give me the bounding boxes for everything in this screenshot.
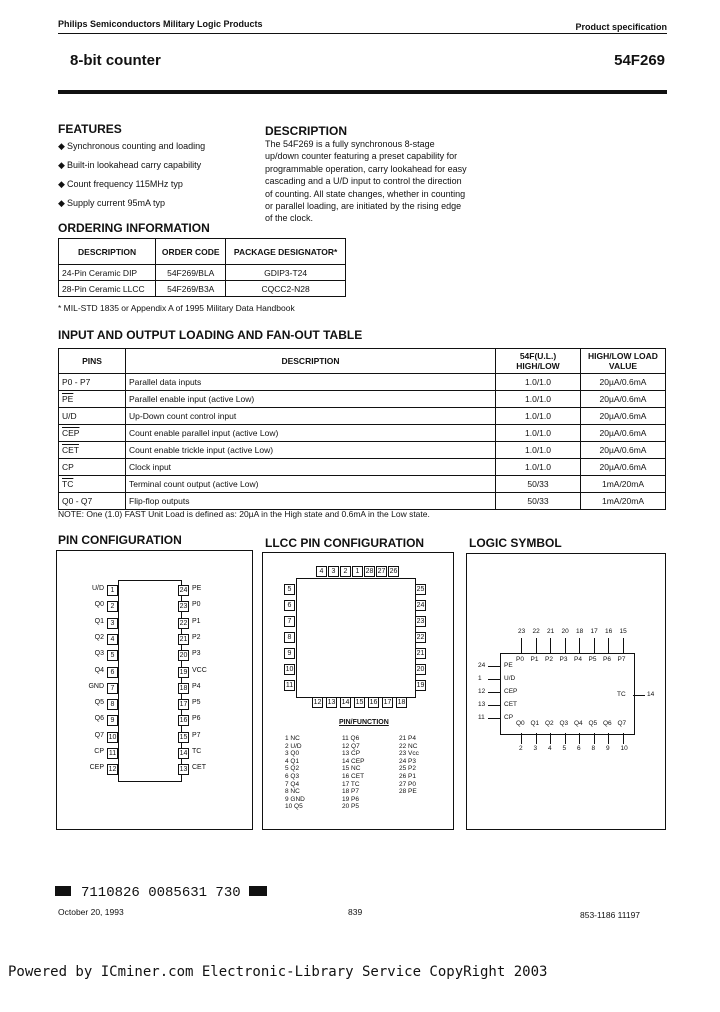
pin-function-item: 19 P6 (342, 795, 359, 803)
pin-function-item: 18 P7 (342, 788, 359, 796)
dip-pin-number: 16 (179, 717, 188, 725)
dip-pin-label: P0 (192, 601, 201, 609)
ord-col: ORDER CODE (156, 239, 226, 265)
logic-left-number: 12 (478, 688, 486, 695)
logic-left-number: 24 (478, 662, 486, 669)
pin-function-item: 21 P4 (399, 735, 416, 742)
dip-package (118, 580, 182, 782)
logic-right-label: TC (617, 691, 626, 698)
llcc-pin: 22 (416, 634, 425, 641)
dip-pin-label: GND (88, 682, 104, 690)
pin-function-item: 27 P0 (399, 780, 416, 788)
logic-top-label: P4 (574, 656, 582, 663)
table-row: U/D Up-Down count control input 1.0/1.0 20µA/0.6mA (59, 408, 666, 425)
logic-pin-line (488, 718, 500, 719)
header-company: Philips Semiconductors Military Logic Products (58, 19, 263, 29)
pin-function-item: 26 P1 (399, 773, 416, 780)
dip-pin-label: P1 (192, 617, 201, 625)
features-heading: FEATURES (58, 122, 122, 136)
part-number: 54F269 (614, 52, 665, 69)
pin-function-item: 10 Q5 (285, 803, 303, 811)
page-number: 839 (348, 907, 363, 917)
dip-pin-number: 17 (179, 701, 188, 709)
dip-pin-number: 3 (107, 618, 118, 629)
dip-pin-label: VCC (192, 666, 207, 674)
dip-pin-number: 5 (107, 650, 118, 661)
header-doc-type: Product specification (575, 22, 667, 32)
pin-function-item: 16 CET (342, 773, 365, 780)
table-row: 24-Pin Ceramic DIP 54F269/BLA GDIP3-T24 (59, 265, 346, 281)
feature-item: ◆ Count frequency 115MHz typ (58, 179, 183, 189)
dip-pin-label: CET (192, 764, 206, 772)
llcc-pin: 25 (416, 586, 425, 593)
logic-top-label: P7 (617, 656, 626, 663)
logic-left-number: 11 (478, 714, 485, 721)
dip-pin-label: P7 (192, 731, 201, 739)
logic-bottom-number: 3 (533, 745, 538, 752)
llcc-package (296, 578, 416, 698)
logic-pin-line (488, 679, 500, 680)
llcc-pin: 3 (328, 566, 339, 577)
pin-function-item: 13 CP (342, 750, 361, 758)
dip-pin-label: Q2 (94, 633, 104, 641)
logic-top-number: 18 (576, 628, 584, 635)
pin-function-item: 25 P2 (399, 765, 416, 773)
ordering-footnote: * MIL-STD 1835 or Appendix A of 1995 Military Data Handbook (58, 303, 295, 313)
logic-pin-line (594, 638, 595, 653)
doc-code: 853-1186 11197 (580, 910, 641, 920)
llcc-pin: 27 (377, 568, 386, 575)
logic-top-label: P1 (530, 656, 539, 663)
llcc-pin: 6 (284, 600, 295, 611)
llcc-pin: 16 (369, 699, 378, 706)
feature-item: ◆ Supply current 95mA typ (58, 198, 166, 208)
pin-function-item: 11 Q6 (342, 735, 360, 742)
logic-bottom-label: Q5 (588, 720, 598, 727)
llcc-heading: LLCC PIN CONFIGURATION (265, 536, 425, 550)
header-rule (58, 33, 667, 34)
logic-pin-line (623, 733, 624, 744)
pin-function-item: 2 U/D (285, 742, 302, 750)
pin-function-item: 23 Vcc (399, 750, 419, 758)
dip-pin-label: Q0 (94, 601, 104, 609)
dip-pin-label: Q1 (94, 617, 104, 625)
dip-pin-number: 14 (179, 750, 188, 757)
table-row: $\overline{TC}$ Terminal count output (active Low) 50/33 1mA/20mA (59, 476, 666, 493)
logic-pin-line (579, 733, 580, 744)
logic-bottom-label: Q1 (530, 720, 540, 727)
dip-pin-label: P6 (192, 715, 201, 723)
dip-pin-number: 15 (179, 733, 188, 741)
dip-pin-label: CP (94, 748, 104, 755)
logic-top-number: 20 (561, 628, 569, 635)
llcc-pin: 4 (316, 566, 327, 577)
dip-pin-number: 18 (179, 684, 188, 692)
logic-left-label: CET (504, 701, 517, 708)
pin-function-item: 3 Q0 (285, 750, 300, 758)
logic-pin-line (623, 638, 624, 653)
logic-left-label: CP (504, 714, 514, 721)
logic-right-number: 14 (647, 691, 655, 698)
llcc-pin: 13 (327, 699, 336, 706)
pin-function-item: 14 CEP (342, 757, 365, 765)
pin-function-item: 6 Q3 (285, 773, 300, 780)
logic-top-label: P5 (588, 656, 597, 663)
llcc-pin: 12 (313, 699, 322, 706)
llcc-pin: 14 (341, 699, 350, 706)
logic-pin-line (521, 733, 522, 744)
llcc-pin: 2 (340, 566, 351, 577)
pin-function-item: 12 Q7 (342, 742, 360, 750)
logic-top-number: 17 (590, 628, 598, 635)
ord-col: DESCRIPTION (59, 239, 156, 265)
llcc-pin: 28 (365, 568, 374, 575)
table-row: 28-Pin Ceramic LLCC 54F269/B3A CQCC2-N28 (59, 281, 346, 297)
dip-pin-label: Q7 (94, 731, 104, 739)
logic-top-label: P0 (516, 656, 524, 663)
llcc-pin: 20 (416, 666, 425, 673)
pin-function-item: 5 Q2 (285, 765, 300, 773)
dip-pin-number: 7 (107, 683, 118, 694)
logic-pin-line (608, 733, 609, 744)
dip-pin-label: Q5 (94, 699, 104, 707)
dip-pin-number: 11 (108, 750, 117, 757)
logic-pin-line (579, 638, 580, 653)
llcc-pin: 11 (285, 682, 294, 689)
logic-top-number: 22 (532, 628, 540, 635)
llcc-pin: 8 (284, 632, 295, 643)
logic-bottom-label: Q3 (559, 720, 569, 727)
dip-pin-number: 20 (179, 652, 188, 660)
table-row: P0 - P7 Parallel data inputs 1.0/1.0 20µA/0.6mA (59, 374, 666, 391)
title-rule (58, 90, 667, 94)
logic-pin-line (550, 638, 551, 653)
dip-pin-label: P3 (192, 650, 201, 658)
logic-heading: LOGIC SYMBOL (469, 536, 562, 550)
dip-pin-label: U/D (91, 585, 104, 592)
llcc-pin: 15 (355, 699, 364, 706)
pin-function-item: 4 Q1 (285, 757, 300, 765)
logic-top-label: P2 (545, 656, 553, 663)
dip-pin-label: Q4 (94, 666, 104, 674)
logic-bottom-number: 9 (606, 745, 610, 752)
dip-pin-number: 8 (107, 699, 118, 710)
dip-pin-number: 24 (179, 587, 188, 594)
logic-bottom-number: 8 (591, 745, 596, 752)
feature-item: ◆ Built-in lookahead carry capability (58, 160, 202, 170)
io-table: PINS DESCRIPTION 54F(U.L.) HIGH/LOW HIGH/LOW LOAD VALUE P0 - P7 Parallel data inputs 1.0/1.0 20µA/0.6mA $\overline{PE}$ Parallel enable input (active Low) 1.0/1.0 20µA/0.6mA U/D Up-Down count control input 1.0/1.0 20µA/0.6mA $\overline{CEP}$ Count enable parallel input (active Low) 1.0/1.0 20µA/0.6mA $\overline{CET}$ Count enable trickle input (active Low) 1.0/1.0 20µA/0.6mA CP Clock input 1.0/1.0 20µA/0.6mA $\overline{TC}$ Terminal count output (active Low) 50/33 1mA/20mA Q0 - Q7 Flip-flop outputs 50/33 1mA/20mA (58, 348, 666, 510)
dip-pin-number: 4 (107, 634, 118, 645)
logic-pin-line (536, 638, 537, 653)
dip-pin-label: Q3 (94, 650, 104, 658)
pin-function-item: 28 PE (399, 788, 417, 796)
logic-bottom-number: 4 (548, 745, 552, 752)
pin-function-item: 7 Q4 (285, 780, 300, 788)
dip-pin-number: 19 (179, 668, 188, 676)
llcc-pin: 1 (352, 566, 363, 577)
logic-left-label: U/D (504, 675, 516, 682)
logic-bottom-number: 6 (577, 745, 581, 752)
llcc-pin: 17 (383, 699, 392, 706)
dip-pin-number: 9 (107, 715, 118, 726)
ordering-table (58, 238, 346, 297)
logic-top-label: P3 (559, 656, 568, 663)
logic-pin-line (550, 733, 551, 744)
llcc-pin: 7 (284, 616, 295, 627)
logic-bottom-label: Q0 (516, 720, 525, 727)
dip-pin-number: 22 (179, 619, 188, 627)
logic-bottom-number: 2 (519, 745, 523, 752)
logic-bottom-number: 5 (562, 745, 567, 752)
dip-pin-number: 23 (179, 603, 188, 611)
description-heading: DESCRIPTION (265, 124, 348, 138)
logic-left-label: CEP (504, 688, 518, 695)
logic-top-number: 15 (619, 628, 627, 635)
table-row: $\overline{CET}$ Count enable trickle input (active Low) 1.0/1.0 20µA/0.6mA (59, 442, 666, 459)
pin-function-item: 22 NC (399, 742, 418, 750)
table-row: Q0 - Q7 Flip-flop outputs 50/33 1mA/20mA (59, 493, 666, 510)
logic-top-label: P6 (603, 656, 611, 663)
logic-pin-line (488, 705, 500, 706)
logic-pin-line (608, 638, 609, 653)
llcc-pin: 18 (397, 699, 406, 706)
logic-pin-line (488, 692, 500, 693)
logic-top-number: 21 (547, 628, 555, 635)
pin-config-heading: PIN CONFIGURATION (58, 533, 182, 547)
dip-pin-label: Q6 (94, 715, 104, 723)
feature-item: ◆ Synchronous counting and loading (58, 141, 206, 151)
logic-bottom-number: 10 (620, 745, 628, 752)
dip-pin-label: P2 (192, 633, 201, 641)
logic-left-number: 13 (478, 701, 486, 708)
dip-pin-label: PE (192, 585, 202, 592)
powered-by: Powered by ICminer.com Electronic-Library Service CopyRight 2003 (8, 964, 548, 980)
pin-function-item: 17 TC (342, 780, 360, 788)
description-text: The 54F269 is a fully synchronous 8-stage up/down counter featuring a preset capability for programmable operation, carry lookahead for easy cascading and a U/D input to control the direction of counting. All state changes, whether in counting or parallel loading, are initiated by the rising edge of the clock. (265, 139, 467, 224)
dip-pin-label: TC (192, 748, 202, 755)
ord-col: PACKAGE DESIGNATOR* (226, 239, 346, 265)
table-row: CP Clock input 1.0/1.0 20µA/0.6mA (59, 459, 666, 476)
dip-pin-number: 2 (107, 601, 118, 612)
dip-pin-label: P4 (192, 682, 201, 690)
io-heading: INPUT AND OUTPUT LOADING AND FAN-OUT TABLE (58, 328, 363, 342)
llcc-pin: 23 (416, 618, 425, 625)
page-title: 8-bit counter (70, 52, 161, 69)
llcc-pin: 21 (416, 650, 425, 657)
logic-left-label: PE (504, 662, 513, 669)
dip-pin-label: P5 (192, 699, 201, 707)
pin-function-item: 24 P3 (399, 757, 416, 765)
llcc-pin: 26 (389, 568, 398, 575)
llcc-pin: 24 (416, 602, 425, 609)
dip-pin-number: 6 (107, 667, 118, 678)
pin-function-item: 15 NC (342, 765, 361, 773)
logic-bottom-label: Q6 (603, 720, 612, 727)
llcc-pin: 19 (416, 682, 425, 689)
llcc-pin: 10 (285, 666, 294, 673)
pin-function-item: 9 GND (285, 795, 305, 803)
logic-left-number: 1 (478, 675, 482, 682)
logic-pin-line (565, 733, 566, 744)
pin-function-item: 8 NC (285, 788, 300, 796)
logic-pin-line (594, 733, 595, 744)
dip-pin-number: 13 (179, 766, 188, 774)
llcc-pin: 5 (284, 584, 295, 595)
logic-pin-line (536, 733, 537, 744)
logic-bottom-label: Q2 (545, 720, 554, 727)
logic-pin-line (565, 638, 566, 653)
logic-top-number: 16 (605, 628, 613, 635)
logic-bottom-label: Q4 (574, 720, 583, 727)
logic-top-number: 23 (518, 628, 526, 635)
table-row: $\overline{PE}$ Parallel enable input (active Low) 1.0/1.0 20µA/0.6mA (59, 391, 666, 408)
dip-pin-label: CEP (89, 764, 104, 772)
logic-pin-line (488, 666, 500, 667)
logic-pin-line (521, 638, 522, 653)
footer-date: October 20, 1993 (58, 907, 124, 917)
llcc-pin: 9 (284, 648, 295, 659)
io-note: NOTE: One (1.0) FAST Unit Load is defined as: 20µA in the High state and 0.6mA in the Low state. (58, 509, 430, 519)
table-row: $\overline{CEP}$ Count enable parallel input (active Low) 1.0/1.0 20µA/0.6mA (59, 425, 666, 442)
dip-pin-number: 21 (179, 635, 188, 643)
pin-function-heading: PIN/FUNCTION (339, 719, 389, 726)
dip-pin-number: 12 (108, 766, 117, 774)
pin-function-item: 20 P5 (342, 803, 359, 811)
pin-function-item: 1 NC (285, 735, 300, 742)
logic-pin-line (633, 695, 645, 696)
dip-pin-number: 10 (108, 733, 117, 741)
barcode: 7110826 0085631 730 (55, 885, 267, 901)
ordering-heading: ORDERING INFORMATION (58, 221, 210, 235)
dip-pin-number: 1 (107, 585, 118, 596)
logic-bottom-label: Q7 (617, 720, 627, 727)
